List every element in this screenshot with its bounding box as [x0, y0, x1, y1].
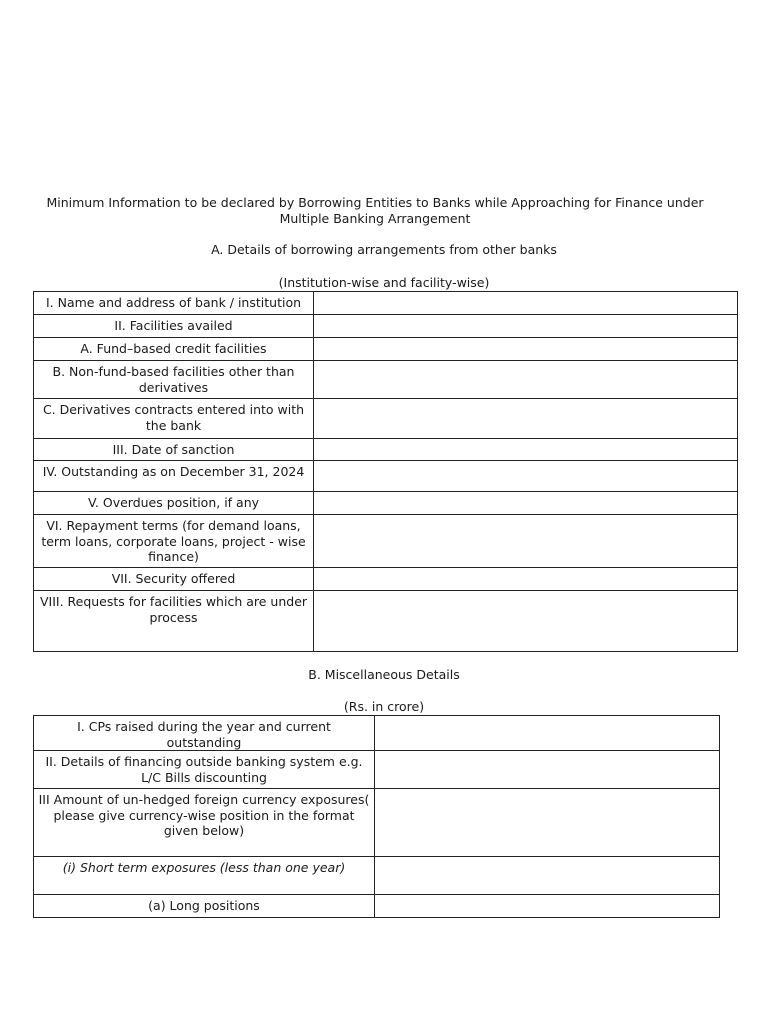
row-label: (a) Long positions: [34, 895, 375, 918]
row-label: (i) Short term exposures (less than one year): [34, 857, 375, 895]
row-value-field[interactable]: [314, 361, 738, 399]
table-row: [34, 492, 738, 515]
row-value-field[interactable]: [314, 568, 738, 591]
document-title: Minimum Information to be declared by Borrowing Entities to Banks while Approaching for Finance under Multiple Banking Arrangement: [46, 195, 704, 226]
table-row: [34, 439, 738, 461]
section-b-subheading: (Rs. in crore): [343, 699, 425, 714]
table-row: [34, 591, 738, 652]
table-row: [34, 399, 738, 439]
row-label: B. Non-fund-based facilities other than derivatives: [34, 361, 314, 399]
row-label: A. Fund–based credit facilities: [34, 338, 314, 361]
row-value-field[interactable]: [314, 492, 738, 515]
table-row: [34, 515, 738, 568]
row-value-field[interactable]: [375, 716, 720, 751]
table-row: [34, 292, 738, 315]
table-row: [34, 857, 720, 895]
table-row: [34, 461, 738, 492]
row-label: IV. Outstanding as on December 31, 2024: [34, 461, 314, 492]
row-value-field[interactable]: [314, 591, 738, 652]
table-row: [34, 361, 738, 399]
row-label: III Amount of un-hedged foreign currency exposures( please give currency-wise position in the format given below): [34, 789, 375, 857]
miscellaneous-details-table: [33, 715, 720, 918]
table-row: [34, 338, 738, 361]
row-value-field[interactable]: [314, 399, 738, 439]
table-row: [34, 895, 720, 918]
row-value-field[interactable]: [375, 789, 720, 857]
borrowing-arrangements-table: [33, 291, 738, 652]
row-label: V. Overdues position, if any: [34, 492, 314, 515]
section-a-heading: A. Details of borrowing arrangements from other banks: [211, 242, 557, 257]
table-row: [34, 789, 720, 857]
row-label: C. Derivatives contracts entered into with the bank: [34, 399, 314, 439]
row-value-field[interactable]: [375, 895, 720, 918]
row-value-field[interactable]: [314, 338, 738, 361]
section-b-heading: B. Miscellaneous Details: [308, 667, 460, 682]
table-row: [34, 751, 720, 789]
table-row: [34, 315, 738, 338]
row-label: II. Facilities availed: [34, 315, 314, 338]
row-label: VIII. Requests for facilities which are under process: [34, 591, 314, 652]
row-label: II. Details of financing outside banking system e.g. L/C Bills discounting: [34, 751, 375, 789]
row-value-field[interactable]: [314, 292, 738, 315]
row-label: VI. Repayment terms (for demand loans, term loans, corporate loans, project - wise finance): [34, 515, 314, 568]
row-value-field[interactable]: [314, 515, 738, 568]
row-value-field[interactable]: [314, 315, 738, 338]
row-value-field[interactable]: [314, 461, 738, 492]
row-value-field[interactable]: [375, 751, 720, 789]
row-label: I. Name and address of bank / institution: [34, 292, 314, 315]
row-label: VII. Security offered: [34, 568, 314, 591]
row-label: III. Date of sanction: [34, 439, 314, 461]
section-a-subheading: (Institution-wise and facility-wise): [278, 275, 490, 290]
row-value-field[interactable]: [314, 439, 738, 461]
row-value-field[interactable]: [375, 857, 720, 895]
table-row: [34, 568, 738, 591]
row-label: I. CPs raised during the year and current outstanding: [34, 716, 375, 751]
table-row: [34, 716, 720, 751]
